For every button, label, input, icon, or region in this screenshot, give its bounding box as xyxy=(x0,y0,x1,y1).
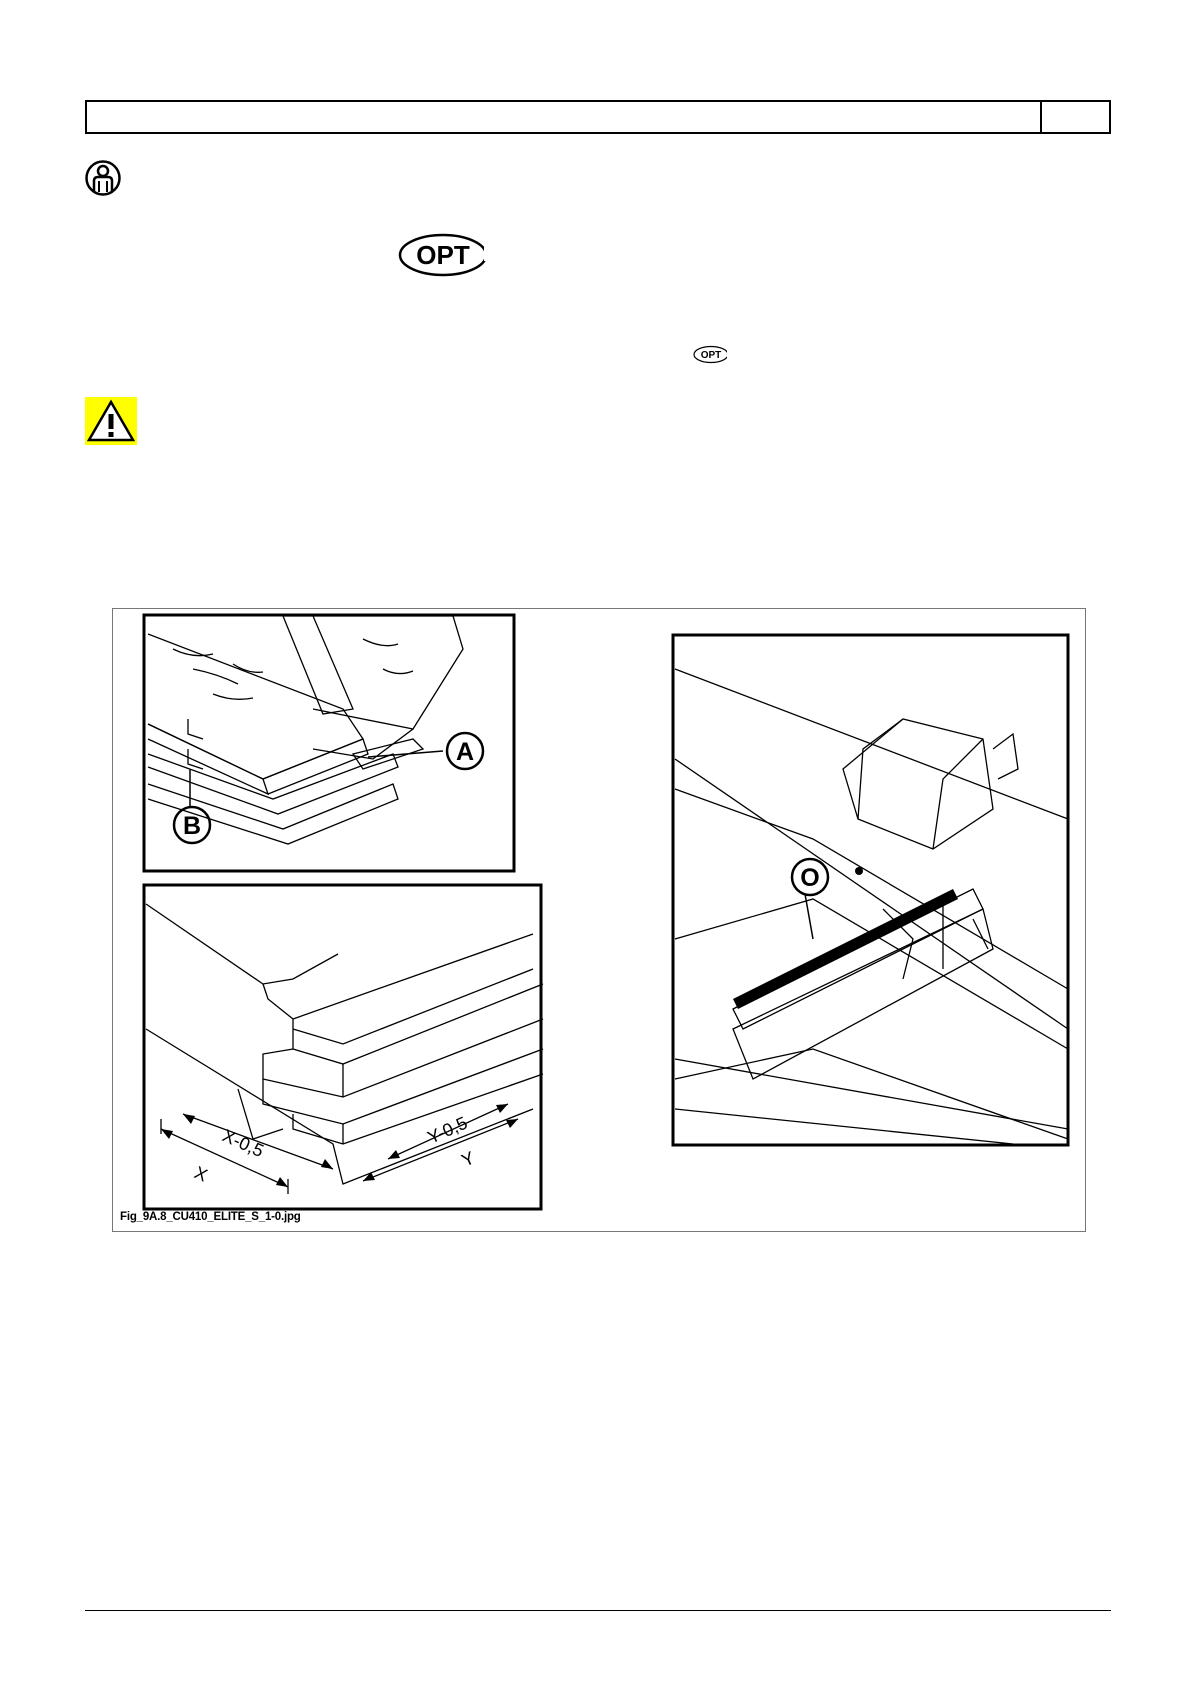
black-fence-strip xyxy=(733,889,958,1009)
dimension-y-minus: Y-0,5 xyxy=(424,1112,471,1148)
opt-badge-small-text: OPT xyxy=(700,350,722,361)
figure-caption: Fig_9A.8_CU410_ELITE_S_1-0.jpg xyxy=(120,1211,301,1223)
footer-rule xyxy=(85,1610,1111,1611)
dimension-x: X xyxy=(191,1162,211,1186)
dimension-x-minus: X-0,5 xyxy=(219,1125,267,1162)
opt-badge-icon xyxy=(398,232,490,278)
warning-triangle-icon xyxy=(85,397,137,445)
callout-b-label: B xyxy=(182,812,202,840)
operator-icon xyxy=(85,160,121,196)
page-header-box xyxy=(85,100,1111,134)
panel-machine xyxy=(673,635,1068,1145)
panel-dimensions xyxy=(144,885,541,1209)
figure-9a8 xyxy=(112,608,1086,1232)
header-divider xyxy=(1040,102,1042,132)
opt-badge-small-icon xyxy=(693,345,731,364)
callout-o-label: O xyxy=(800,864,820,892)
figure-drawing xyxy=(113,609,1087,1233)
callout-a-label: A xyxy=(455,738,475,766)
machine-drawing xyxy=(675,669,1068,1144)
dimension-y: Y xyxy=(458,1147,478,1171)
board-stack-drawing xyxy=(148,616,463,844)
profile-drawing xyxy=(146,904,543,1184)
opt-badge-text: OPT xyxy=(416,240,470,270)
